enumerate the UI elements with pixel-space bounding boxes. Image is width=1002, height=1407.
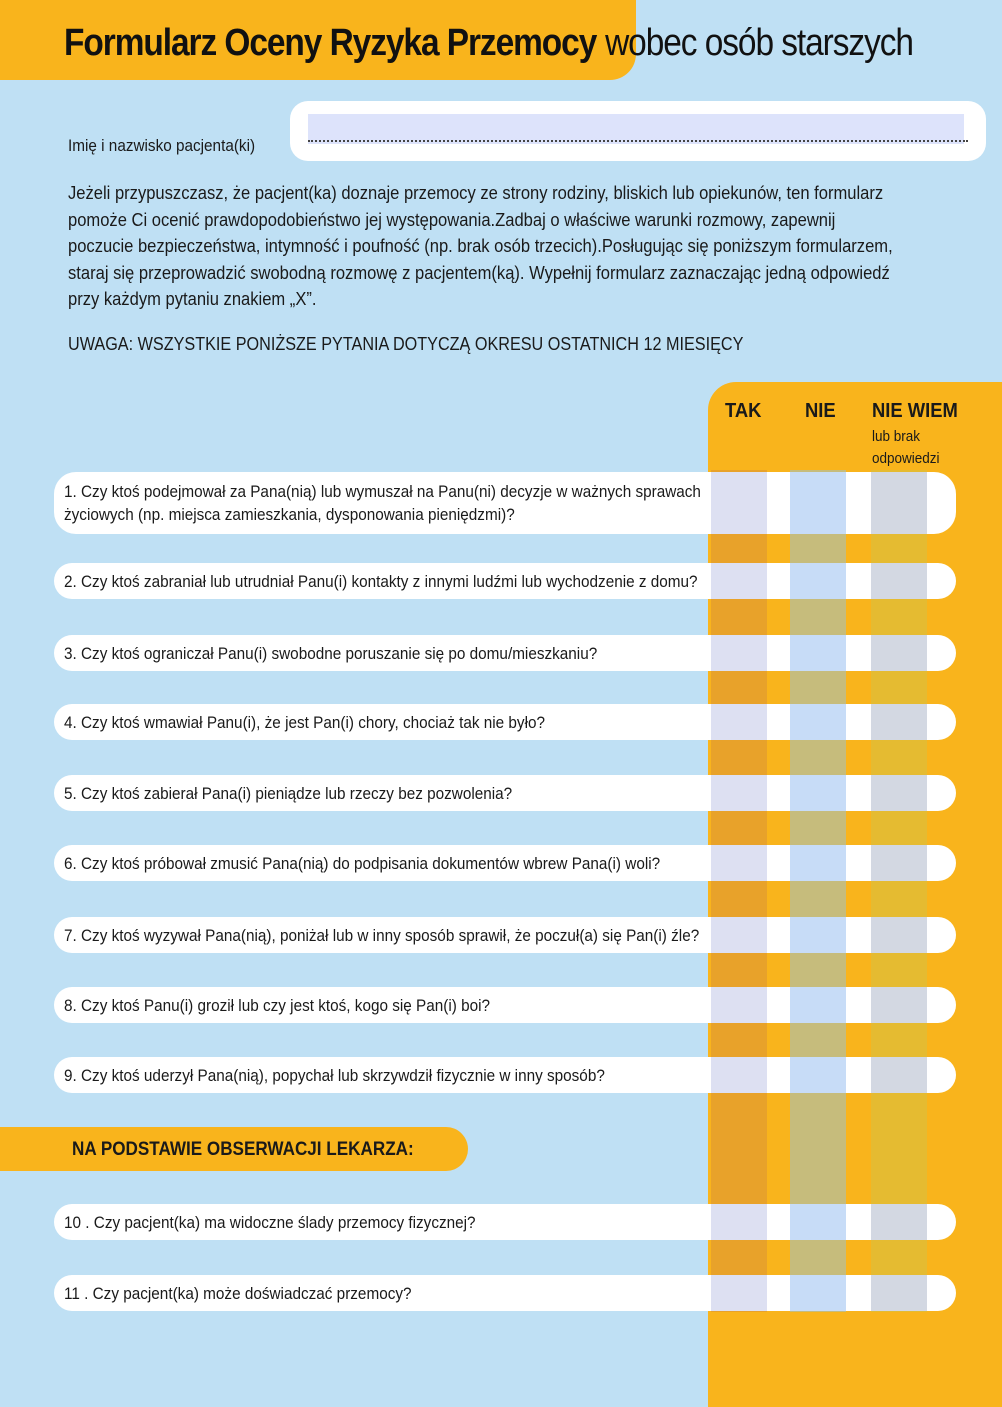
answer-nie-checkbox[interactable] (790, 1057, 846, 1093)
intro-line: Jeżeli przypuszczasz, że pacjent(ka) doznaje przemocy ze strony rodziny, bliskich lub opiekunów, ten formularz (68, 183, 884, 203)
answer-tak-checkbox[interactable] (711, 775, 767, 811)
answer-nie-checkbox[interactable] (790, 775, 846, 811)
question-row-2 (54, 563, 956, 599)
answer-nie-wiem-checkbox[interactable] (871, 845, 927, 881)
period-note: UWAGA: WSZYSTKIE PONIŻSZE PYTANIA DOTYCZĄ OKRESU OSTATNICH 12 MIESIĘCY (68, 334, 744, 354)
answer-nie-checkbox[interactable] (790, 1275, 846, 1311)
column-header-tak: TAK (725, 400, 762, 422)
answer-nie-wiem-checkbox[interactable] (871, 472, 927, 534)
column-header-nie: NIE (805, 400, 836, 422)
intro-line: przy każdym pytaniu znakiem „X”. (68, 289, 317, 309)
question-text: 5. Czy ktoś zabierał Pana(i) pieniądze lub rzeczy bez pozwolenia? (64, 784, 513, 803)
page-title: Formularz Oceny Ryzyka Przemocy wobec osób starszych (64, 22, 913, 64)
answer-nie-checkbox[interactable] (790, 1204, 846, 1240)
answer-tak-checkbox[interactable] (711, 1275, 767, 1311)
question-text: 6. Czy ktoś próbował zmusić Pana(nią) do podpisania dokumentów wbrew Pana(i) woli? (64, 854, 661, 873)
intro-line: pomoże Ci ocenić prawdopodobieństwo jej występowania.Zadbaj o właściwe warunki rozmowy, zapewnij (68, 209, 836, 230)
answer-nie-wiem-checkbox[interactable] (871, 987, 927, 1023)
patient-name-dotted-line (308, 140, 968, 142)
answer-nie-checkbox[interactable] (790, 917, 846, 953)
question-line: 1. Czy ktoś podejmował za Pana(nią) lub wymuszał na Panu(ni) decyzje w ważnych sprawach (64, 482, 701, 501)
column-header-nie-wiem-subtitle (872, 426, 940, 470)
question-text (64, 480, 701, 526)
question-text: 11 . Czy pacjent(ka) może doświadczać przemocy? (64, 1284, 412, 1303)
answer-nie-wiem-checkbox[interactable] (871, 1275, 927, 1311)
answer-nie-wiem-checkbox[interactable] (871, 563, 927, 599)
question-row-7 (54, 917, 956, 953)
question-text: 2. Czy ktoś zabraniał lub utrudniał Panu(i) kontakty z innymi ludźmi lub wychodzenie z domu? (64, 572, 698, 591)
intro-text (68, 180, 896, 313)
answer-tak-checkbox[interactable] (711, 704, 767, 740)
column-header-nie-wiem: NIE WIEM (872, 400, 958, 422)
subtitle-line: odpowiedzi (872, 450, 940, 467)
answer-tak-checkbox[interactable] (711, 917, 767, 953)
question-text: 7. Czy ktoś wyzywał Pana(nią), poniżał lub w inny sposób sprawił, że poczuł(a) się Pan(i) źle? (64, 926, 700, 945)
question-text: 4. Czy ktoś wmawiał Panu(i), że jest Pan(i) chory, chociaż tak nie było? (64, 713, 546, 732)
answer-tak-checkbox[interactable] (711, 635, 767, 671)
answer-nie-checkbox[interactable] (790, 704, 846, 740)
answer-nie-wiem-checkbox[interactable] (871, 775, 927, 811)
answer-tak-checkbox[interactable] (711, 563, 767, 599)
question-text: 8. Czy ktoś Panu(i) groził lub czy jest ktoś, kogo się Pan(i) boi? (64, 996, 491, 1015)
answer-nie-wiem-checkbox[interactable] (871, 635, 927, 671)
question-row-6 (54, 845, 956, 881)
question-row-8 (54, 987, 956, 1023)
question-text: 9. Czy ktoś uderzył Pana(nią), popychał lub skrzywdził fizycznie w inny sposób? (64, 1066, 605, 1085)
answer-nie-checkbox[interactable] (790, 472, 846, 534)
answer-nie-checkbox[interactable] (790, 563, 846, 599)
answer-tak-checkbox[interactable] (711, 1204, 767, 1240)
question-line: życiowych (np. miejsca zamieszkania, dysponowania pieniędzmi)? (64, 505, 515, 524)
answer-tak-checkbox[interactable] (711, 1057, 767, 1093)
answer-nie-checkbox[interactable] (790, 987, 846, 1023)
answer-nie-wiem-checkbox[interactable] (871, 1204, 927, 1240)
answer-nie-wiem-checkbox[interactable] (871, 1057, 927, 1093)
patient-name-label: Imię i nazwisko pacjenta(ki) (68, 136, 256, 155)
question-row-4 (54, 704, 956, 740)
answer-tak-checkbox[interactable] (711, 472, 767, 534)
question-text: 3. Czy ktoś ograniczał Panu(i) swobodne poruszanie się po domu/mieszkaniu? (64, 644, 598, 663)
subtitle-line: lub brak (872, 428, 921, 445)
answer-nie-wiem-checkbox[interactable] (871, 917, 927, 953)
doctor-section-title: NA PODSTAWIE OBSERWACJI LEKARZA: (72, 1139, 414, 1160)
answer-nie-checkbox[interactable] (790, 635, 846, 671)
question-row-3 (54, 635, 956, 671)
question-row-11 (54, 1275, 956, 1311)
answer-nie-wiem-checkbox[interactable] (871, 704, 927, 740)
answer-tak-checkbox[interactable] (711, 845, 767, 881)
answer-tak-checkbox[interactable] (711, 987, 767, 1023)
question-row-9 (54, 1057, 956, 1093)
question-row-1 (54, 472, 956, 534)
intro-line: staraj się przeprowadzić swobodną rozmowę z pacjentem(ką). Wypełnij formularz zaznaczając jedną odpowiedź (68, 262, 890, 283)
question-row-10 (54, 1204, 956, 1240)
question-row-5 (54, 775, 956, 811)
question-text: 10 . Czy pacjent(ka) ma widoczne ślady przemocy fizycznej? (64, 1213, 476, 1232)
answer-nie-checkbox[interactable] (790, 845, 846, 881)
intro-line: poczucie bezpieczeństwa, intymność i poufność (np. brak osób trzecich).Posługując się poniższym formularzem, (68, 236, 893, 256)
